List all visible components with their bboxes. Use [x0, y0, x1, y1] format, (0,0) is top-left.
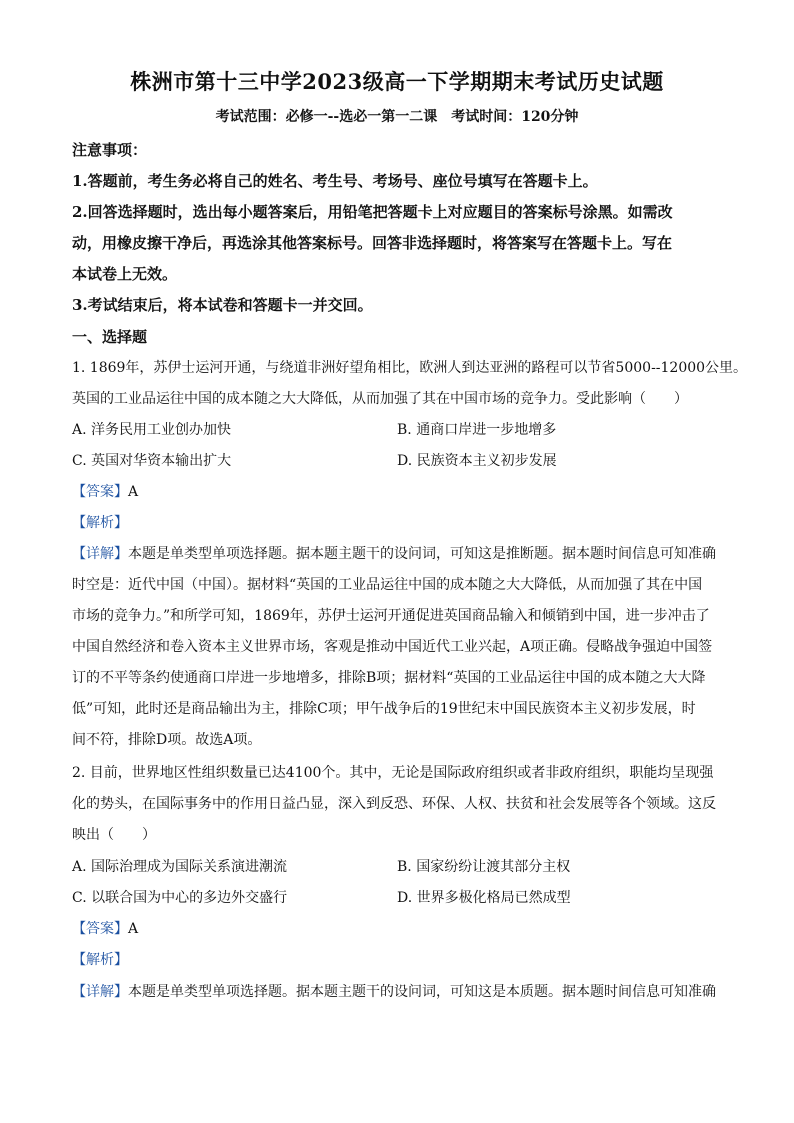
exam-subtitle: 考试范围：必修一--选必一第一二课 考试时间：120分钟: [215, 109, 579, 125]
q2-option-b: B. 国家纷纷让渡其部分主权: [397, 859, 571, 875]
q1-detail-line: [72, 543, 732, 565]
notice-heading: 注意事项：: [72, 141, 148, 159]
q2-stem-line: 映出（ ）: [72, 827, 156, 843]
q2-option-a: A. 国际治理成为国际关系演进潮流: [72, 859, 288, 875]
section-heading: 一、选择题: [72, 328, 148, 346]
q1-option-d: D. 民族资本主义初步发展: [397, 453, 557, 469]
q2-answer: [72, 918, 732, 940]
notice-item: 1.答题前，考生务必将自己的姓名、考生号、考场号、座位号填写在答题卡上。: [72, 172, 598, 190]
q1-detail-line: 订的不平等条约使通商口岸进一步地增多，排除B项；据材料“英国的工业品运往中国的成本随之大大降: [72, 670, 706, 686]
answer-tag: 【答案】: [72, 921, 128, 937]
answer-tag: 【答案】: [72, 484, 128, 500]
q1-answer: [72, 481, 732, 503]
detail-text: 本题是单类型单项选择题。据本题主题干的设问词，可知这是本质题。据本题时间信息可知准确: [128, 984, 716, 1000]
detail-tag: 【详解】: [72, 546, 128, 562]
answer-value: A: [128, 921, 139, 937]
detail-tag: 【详解】: [72, 984, 128, 1000]
q2-stem-line: 化的势头，在国际事务中的作用日益凸显，深入到反恐、环保、人权、扶贫和社会发展等各个领域。这反: [72, 796, 716, 812]
exam-title: 株洲市第十三中学2023级高一下学期期末考试历史试题: [130, 69, 664, 94]
q1-option-b: B. 通商口岸进一步地增多: [397, 422, 557, 438]
q1-detail-line: 低”可知，此时还是商品输出为主，排除C项；甲午战争后的19世纪末中国民族资本主义初步发展，时: [72, 701, 696, 717]
q1-analysis-tag: 【解析】: [72, 515, 128, 531]
q1-stem-line: 英国的工业品运往中国的成本随之大大降低，从而加强了其在中国市场的竞争力。受此影响（ ）: [72, 391, 688, 407]
q1-option-a: A. 洋务民用工业创办加快: [72, 422, 232, 438]
q1-detail-line: 时空是：近代中国（中国）。据材料“英国的工业品运往中国的成本随之大大降低，从而加强了其在中国: [72, 577, 703, 593]
detail-text: 本题是单类型单项选择题。据本题主题干的设问词，可知这是推断题。据本题时间信息可知准确: [128, 546, 716, 562]
notice-item: 本试卷上无效。: [72, 265, 178, 283]
q1-detail-line: 中国自然经济和卷入资本主义世界市场，客观是推动中国近代工业兴起，A项正确。侵略战争强迫中国签: [72, 639, 713, 655]
q1-detail-line: 间不符，排除D项。故选A项。: [72, 732, 262, 748]
q2-stem-line: 2. 目前，世界地区性组织数量已达4100个。其中，无论是国际政府组织或者非政府组织，职能均呈现强: [72, 765, 714, 781]
notice-item: 2.回答选择题时，选出每小题答案后，用铅笔把答题卡上对应题目的答案标号涂黑。如需改: [72, 203, 673, 221]
notice-item: 3.考试结束后，将本试卷和答题卡一并交回。: [72, 296, 373, 314]
q2-detail-line: [72, 981, 732, 1003]
answer-value: A: [128, 484, 139, 500]
q2-analysis-tag: 【解析】: [72, 952, 128, 968]
q1-stem-line: 1. 1869年，苏伊士运河开通，与绕道非洲好望角相比，欧洲人到达亚洲的路程可以节省5000--12000公里。: [72, 360, 748, 376]
q2-option-d: D. 世界多极化格局已然成型: [397, 890, 571, 906]
q1-detail-line: 市场的竞争力。”和所学可知，1869年，苏伊士运河开通促进英国商品输入和倾销到中国，进一步冲击了: [72, 608, 710, 624]
q2-option-c: C. 以联合国为中心的多边外交盛行: [72, 890, 288, 906]
q1-option-c: C. 英国对华资本输出扩大: [72, 453, 232, 469]
notice-item: 动，用橡皮擦干净后，再选涂其他答案标号。回答非选择题时，将答案写在答题卡上。写在: [72, 234, 673, 252]
